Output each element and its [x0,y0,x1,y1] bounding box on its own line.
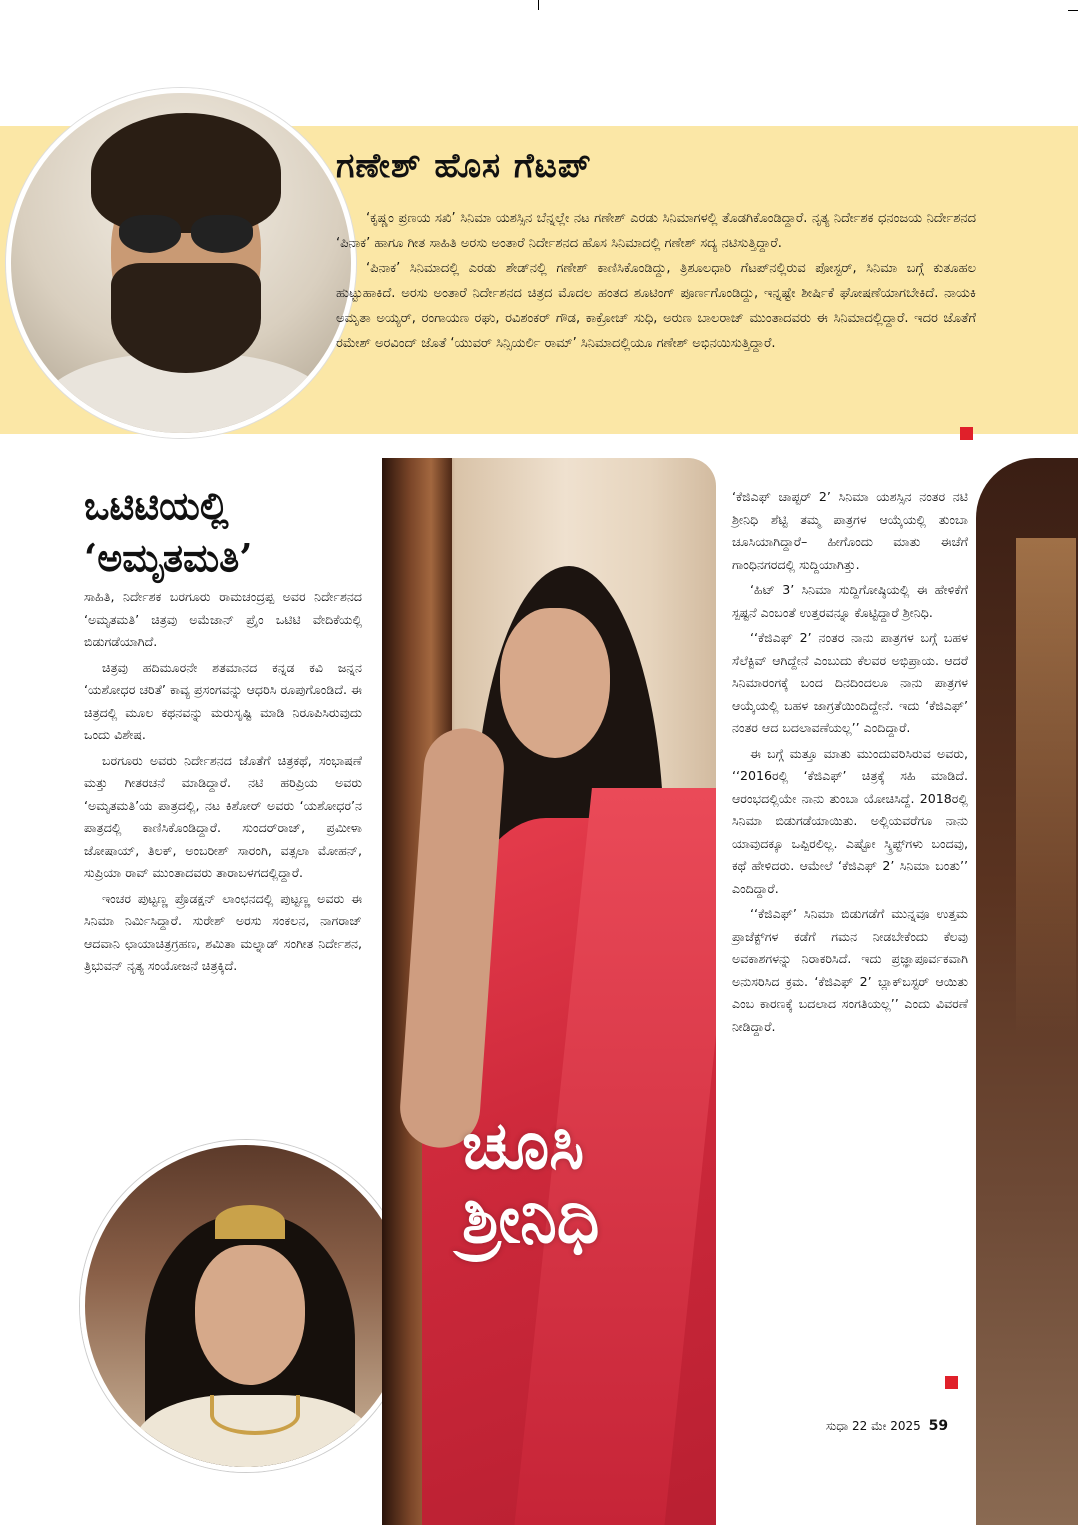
srinidhi-paragraph: ‘ಹಿಟ್ 3’ ಸಿನಿಮಾ ಸುದ್ದಿಗೋಷ್ಠಿಯಲ್ಲಿ ಈ ಹೇಳಿಕೆಗೆ ಸ್ಪಷ್ಟನೆ ಎಂಬಂತೆ ಉತ್ತರವನ್ನೂ ಕೊಟ್ಟಿದ್ದಾರೆ ಶ್ರೀನಿಧಿ. [732,582,968,620]
amrutha-paragraph: ಚಿತ್ರವು ಹದಿಮೂರನೇ ಶತಮಾನದ ಕನ್ನಡ ಕವಿ ಜನ್ನನ ‘ಯಶೋಧರ ಚರಿತೆ’ ಕಾವ್ಯ ಪ್ರಸಂಗವನ್ನು ಆಧರಿಸಿ ರೂಪುಗೊಂಡಿದೆ. ಈ ಚಿತ್ರದಲ್ಲಿ ಮೂಲ ಕಥನವನ್ನು ಮರುಸೃಷ್ಟಿ ಮಾಡಿ ನಿರೂಪಿಸಿರುವುದು ಒಂದು ವಿಶೇಷ. [84,659,362,742]
srinidhi-paragraph: ‘‘ಕೆಜಿಎಫ್ 2’ ನಂತರ ನಾನು ಪಾತ್ರಗಳ ಬಗ್ಗೆ ಬಹಳ ಸೆಲೆಕ್ಟಿವ್ ಆಗಿದ್ದೇನೆ ಎಂಬುದು ಕೆಲವರ ಅಭಿಪ್ರಾಯ. ಆದರೆ ಸಿನಿಮಾರಂಗಕ್ಕೆ ಬಂದ ದಿನದಿಂದಲೂ ನಾನು ಪಾತ್ರಗಳ ಆಯ್ಕೆಯಲ್ಲಿ ಬಹಳ ಜಾಗ್ರತೆಯಿಂದಿದ್ದೇನೆ. ಇದು ‘ಕೆಜಿಎಫ್’ ನಂತರ ಆದ ಬದಲಾವಣೆಯಲ್ಲ’’ ಎಂದಿದ್ದಾರೆ. [732,630,968,735]
amrutha-article-body [84,586,362,981]
ganesh-portrait-photo [6,88,356,438]
srinidhi-photo [382,458,716,1525]
ganesh-article-title: ಗಣೇಶ್ ಹೊಸ ಗೆಟಪ್ [336,146,592,186]
ganesh-paragraph: ‘ಪಿನಾಕ’ ಸಿನಿಮಾದಲ್ಲಿ ಎರಡು ಶೇಡ್‌ನಲ್ಲಿ ಗಣೇಶ್ ಕಾಣಿಸಿಕೊಂಡಿದ್ದು, ತ್ರಿಶೂಲಧಾರಿ ಗೆಟಪ್‌ನಲ್ಲಿರುವ ಪೋಸ್ಟರ್, ಸಿನಿಮಾ ಬಗ್ಗೆ ಕುತೂಹಲ ಹುಟ್ಟುಹಾಕಿದೆ. ಅರಸು ಅಂತಾರೆ ನಿರ್ದೇಶನದ ಚಿತ್ರದ ಮೊದಲ ಹಂತದ ಶೂಟಿಂಗ್ ಪೂರ್ಣಗೊಂಡಿದ್ದು, ಇನ್ನಷ್ಟೇ ಶೀರ್ಷಿಕೆ ಘೋಷಣೆಯಾಗಬೇಕಿದೆ. ನಾಯಕಿ ಅಮೃತಾ ಅಯ್ಯರ್, ರಂಗಾಯಣ ರಘು, ರವಿಶಂಕರ್ ಗೌಡ, ಕಾಕ್ರೋಚ್ ಸುಧಿ, ಅರುಣ ಬಾಲರಾಜ್ ಮುಂತಾದವರು ಈ ಸಿನಿಮಾದಲ್ಲಿದ್ದಾರೆ. ಇದರ ಜೊತೆಗೆ ರಮೇಶ್ ಅರವಿಂದ್ ಜೊತೆ ‘ಯುವರ್ ಸಿನ್ಸಿಯರ್ಲಿ ರಾಮ್’ ಸಿನಿಮಾದಲ್ಲಿಯೂ ಗಣೇಶ್ ಅಭಿನಯಿಸುತ್ತಿದ್ದಾರೆ. [336,261,976,351]
amrutha-title-line1: ಒಟಿಟಿಯಲ್ಲಿ [84,483,229,528]
magazine-date: ಸುಧಾ 22 ಮೇ 2025 [826,1419,921,1433]
srinidhi-article-end-marker [945,1376,958,1389]
ganesh-paragraph: ‘ಕೃಷ್ಣಂ ಪ್ರಣಯ ಸಖಿ’ ಸಿನಿಮಾ ಯಶಸ್ಸಿನ ಬೆನ್ನಲ್ಲೇ ನಟ ಗಣೇಶ್ ಎರಡು ಸಿನಿಮಾಗಳಲ್ಲಿ ತೊಡಗಿಕೊಂಡಿದ್ದಾರೆ. ನೃತ್ಯ ನಿರ್ದೇಶಕ ಧನಂಜಯ ನಿರ್ದೇಶನದ ‘ಪಿನಾಕ’ ಹಾಗೂ ಗೀತ ಸಾಹಿತಿ ಅರಸು ಅಂತಾರೆ ನಿರ್ದೇಶನದ ಹೊಸ ಸಿನಿಮಾದಲ್ಲಿ ಗಣೇಶ್ ಸದ್ಯ ನಟಿಸುತ್ತಿದ್ದಾರೆ. [336,211,976,251]
amrutha-paragraph: ಬರಗೂರು ಅವರು ನಿರ್ದೇಶನದ ಜೊತೆಗೆ ಚಿತ್ರಕಥೆ, ಸಂಭಾಷಣೆ ಮತ್ತು ಗೀತರಚನೆ ಮಾಡಿದ್ದಾರೆ. ನಟಿ ಹರಿಪ್ರಿಯ ಅವರು ‘ಅಮೃತಮತಿ’ಯ ಪಾತ್ರದಲ್ಲಿ, ನಟ ಕಿಶೋರ್ ಅವರು ‘ಯಶೋಧರ’ನ ಪಾತ್ರದಲ್ಲಿ ಕಾಣಿಸಿಕೊಂಡಿದ್ದಾರೆ. ಸುಂದರ್‌ರಾಜ್, ಪ್ರಮೀಳಾ ಜೋಷಾಯ್, ತಿಲಕ್, ಅಂಬರೀಶ್ ಸಾರಂಗಿ, ವತ್ಸಲಾ ಮೋಹನ್, ಸುಪ್ರಿಯಾ ರಾವ್ ಮುಂತಾದವರು ತಾರಾಬಳಗದಲ್ಲಿದ್ದಾರೆ. [84,752,362,880]
amrutha-paragraph: ಸಾಹಿತಿ, ನಿರ್ದೇಶಕ ಬರಗೂರು ರಾಮಚಂದ್ರಪ್ಪ ಅವರ ನಿರ್ದೇಶನದ ‘ಅಮೃತಮತಿ’ ಚಿತ್ರವು ಅಮೆಜಾನ್ ಪ್ರೈಂ ಒಟಿಟಿ ವೇದಿಕೆಯಲ್ಲಿ ಬಿಡುಗಡೆಯಾಗಿದೆ. [84,589,362,649]
srinidhi-title-line2: ಶ್ರೀನಿಧಿ [462,1180,600,1258]
amrutha-title-line2: ‘ಅಮೃತಮತಿ’ [84,535,253,580]
crop-mark-top [538,0,539,10]
srinidhi-paragraph: ಈ ಬಗ್ಗೆ ಮತ್ತೂ ಮಾತು ಮುಂದುವರಿಸಿರುವ ಅವರು, ‘‘2016ರಲ್ಲಿ ‘ಕೆಜಿಎಫ್’ ಚಿತ್ರಕ್ಕೆ ಸಹಿ ಮಾಡಿದೆ. ಆರಂಭದಲ್ಲಿಯೇ ನಾನು ತುಂಬಾ ಯೋಚಿಸಿದ್ದೆ. 2018ರಲ್ಲಿ ಸಿನಿಮಾ ಬಿಡುಗಡೆಯಾಯಿತು. ಅಲ್ಲಿಯವರೆಗೂ ನಾನು ಯಾವುದಕ್ಕೂ ಒಪ್ಪಿರಲಿಲ್ಲ. ಎಷ್ಟೋ ಸ್ಕ್ರಿಪ್ಟ್‌ಗಳು ಬಂದವು, ಕಥೆ ಹೇಳಿದರು. ಆಮೇಲೆ ‘ಕೆಜಿಎಫ್ 2’ ಸಿನಿಮಾ ಬಂತು’’ ಎಂದಿದ್ದಾರೆ. [732,745,968,896]
srinidhi-paragraph: ‘ಕೆಜಿಎಫ್ ಚಾಪ್ಟರ್ 2’ ಸಿನಿಮಾ ಯಶಸ್ಸಿನ ನಂತರ ನಟಿ ಶ್ರೀನಿಧಿ ಶೆಟ್ಟಿ ತಮ್ಮ ಪಾತ್ರಗಳ ಆಯ್ಕೆಯಲ್ಲಿ ತುಂಬಾ ಚೂಸಿಯಾಗಿದ್ದಾರೆ– ಹೀಗೊಂದು ಮಾತು ಈಚೆಗೆ ಗಾಂಧಿನಗರದಲ್ಲಿ ಸುದ್ದಿಯಾಗಿತ್ತು. [732,489,968,572]
srinidhi-article-body [732,486,968,1041]
amrutha-portrait-photo [80,1140,412,1472]
page-number: 59 [928,1418,949,1434]
amrutha-paragraph: ಇಂಚರ ಪುಟ್ಟಣ್ಣ ಪ್ರೊಡಕ್ಷನ್ ಲಾಂಛನದಲ್ಲಿ ಪುಟ್ಟಣ್ಣ ಅವರು ಈ ಸಿನಿಮಾ ನಿರ್ಮಿಸಿದ್ದಾರೆ. ಸುರೇಶ್ ಅರಸು ಸಂಕಲನ, ನಾಗರಾಜ್ ಆದವಾನಿ ಛಾಯಾಚಿತ್ರಗ್ರಹಣ, ಶಮಿತಾ ಮಲ್ನಾಡ್ ಸಂಗೀತ ನಿರ್ದೇಶನ, ತ್ರಿಭುವನ್ ನೃತ್ಯ ಸಂಯೋಜನೆ ಚಿತ್ರಕ್ಕಿದೆ. [84,890,362,973]
crop-mark-right [1068,10,1078,11]
ganesh-article-body [336,206,976,356]
right-edge-photo [976,458,1078,1525]
srinidhi-paragraph: ‘‘ಕೆಜಿಎಫ್’ ಸಿನಿಮಾ ಬಿಡುಗಡೆಗೆ ಮುನ್ನವೂ ಉತ್ತಮ ಪ್ರಾಜೆಕ್ಟ್‌ಗಳ ಕಡೆಗೆ ಗಮನ ನೀಡಬೇಕೆಂದು ಕೆಲವು ಅವಕಾಶಗಳನ್ನು ನಿರಾಕರಿಸಿದೆ. ಇದು ಪ್ರಜ್ಞಾಪೂರ್ವಕವಾಗಿ ಅನುಸರಿಸಿದ ಕ್ರಮ. ‘ಕೆಜಿಎಫ್ 2’ ಬ್ಲಾಕ್‌ಬಸ್ಟರ್ ಆಯಿತು ಎಂಬ ಕಾರಣಕ್ಕೆ ಬದಲಾದ ಸಂಗತಿಯಲ್ಲ’’ ಎಂದು ವಿವರಣೆ ನೀಡಿದ್ದಾರೆ. [732,906,968,1034]
amrutha-article-title [84,480,384,584]
ganesh-article-end-marker [960,427,973,440]
srinidhi-title-line1: ಚೂಸಿ [462,1106,585,1184]
srinidhi-article-title [462,1108,722,1256]
page-footer [826,1418,948,1434]
